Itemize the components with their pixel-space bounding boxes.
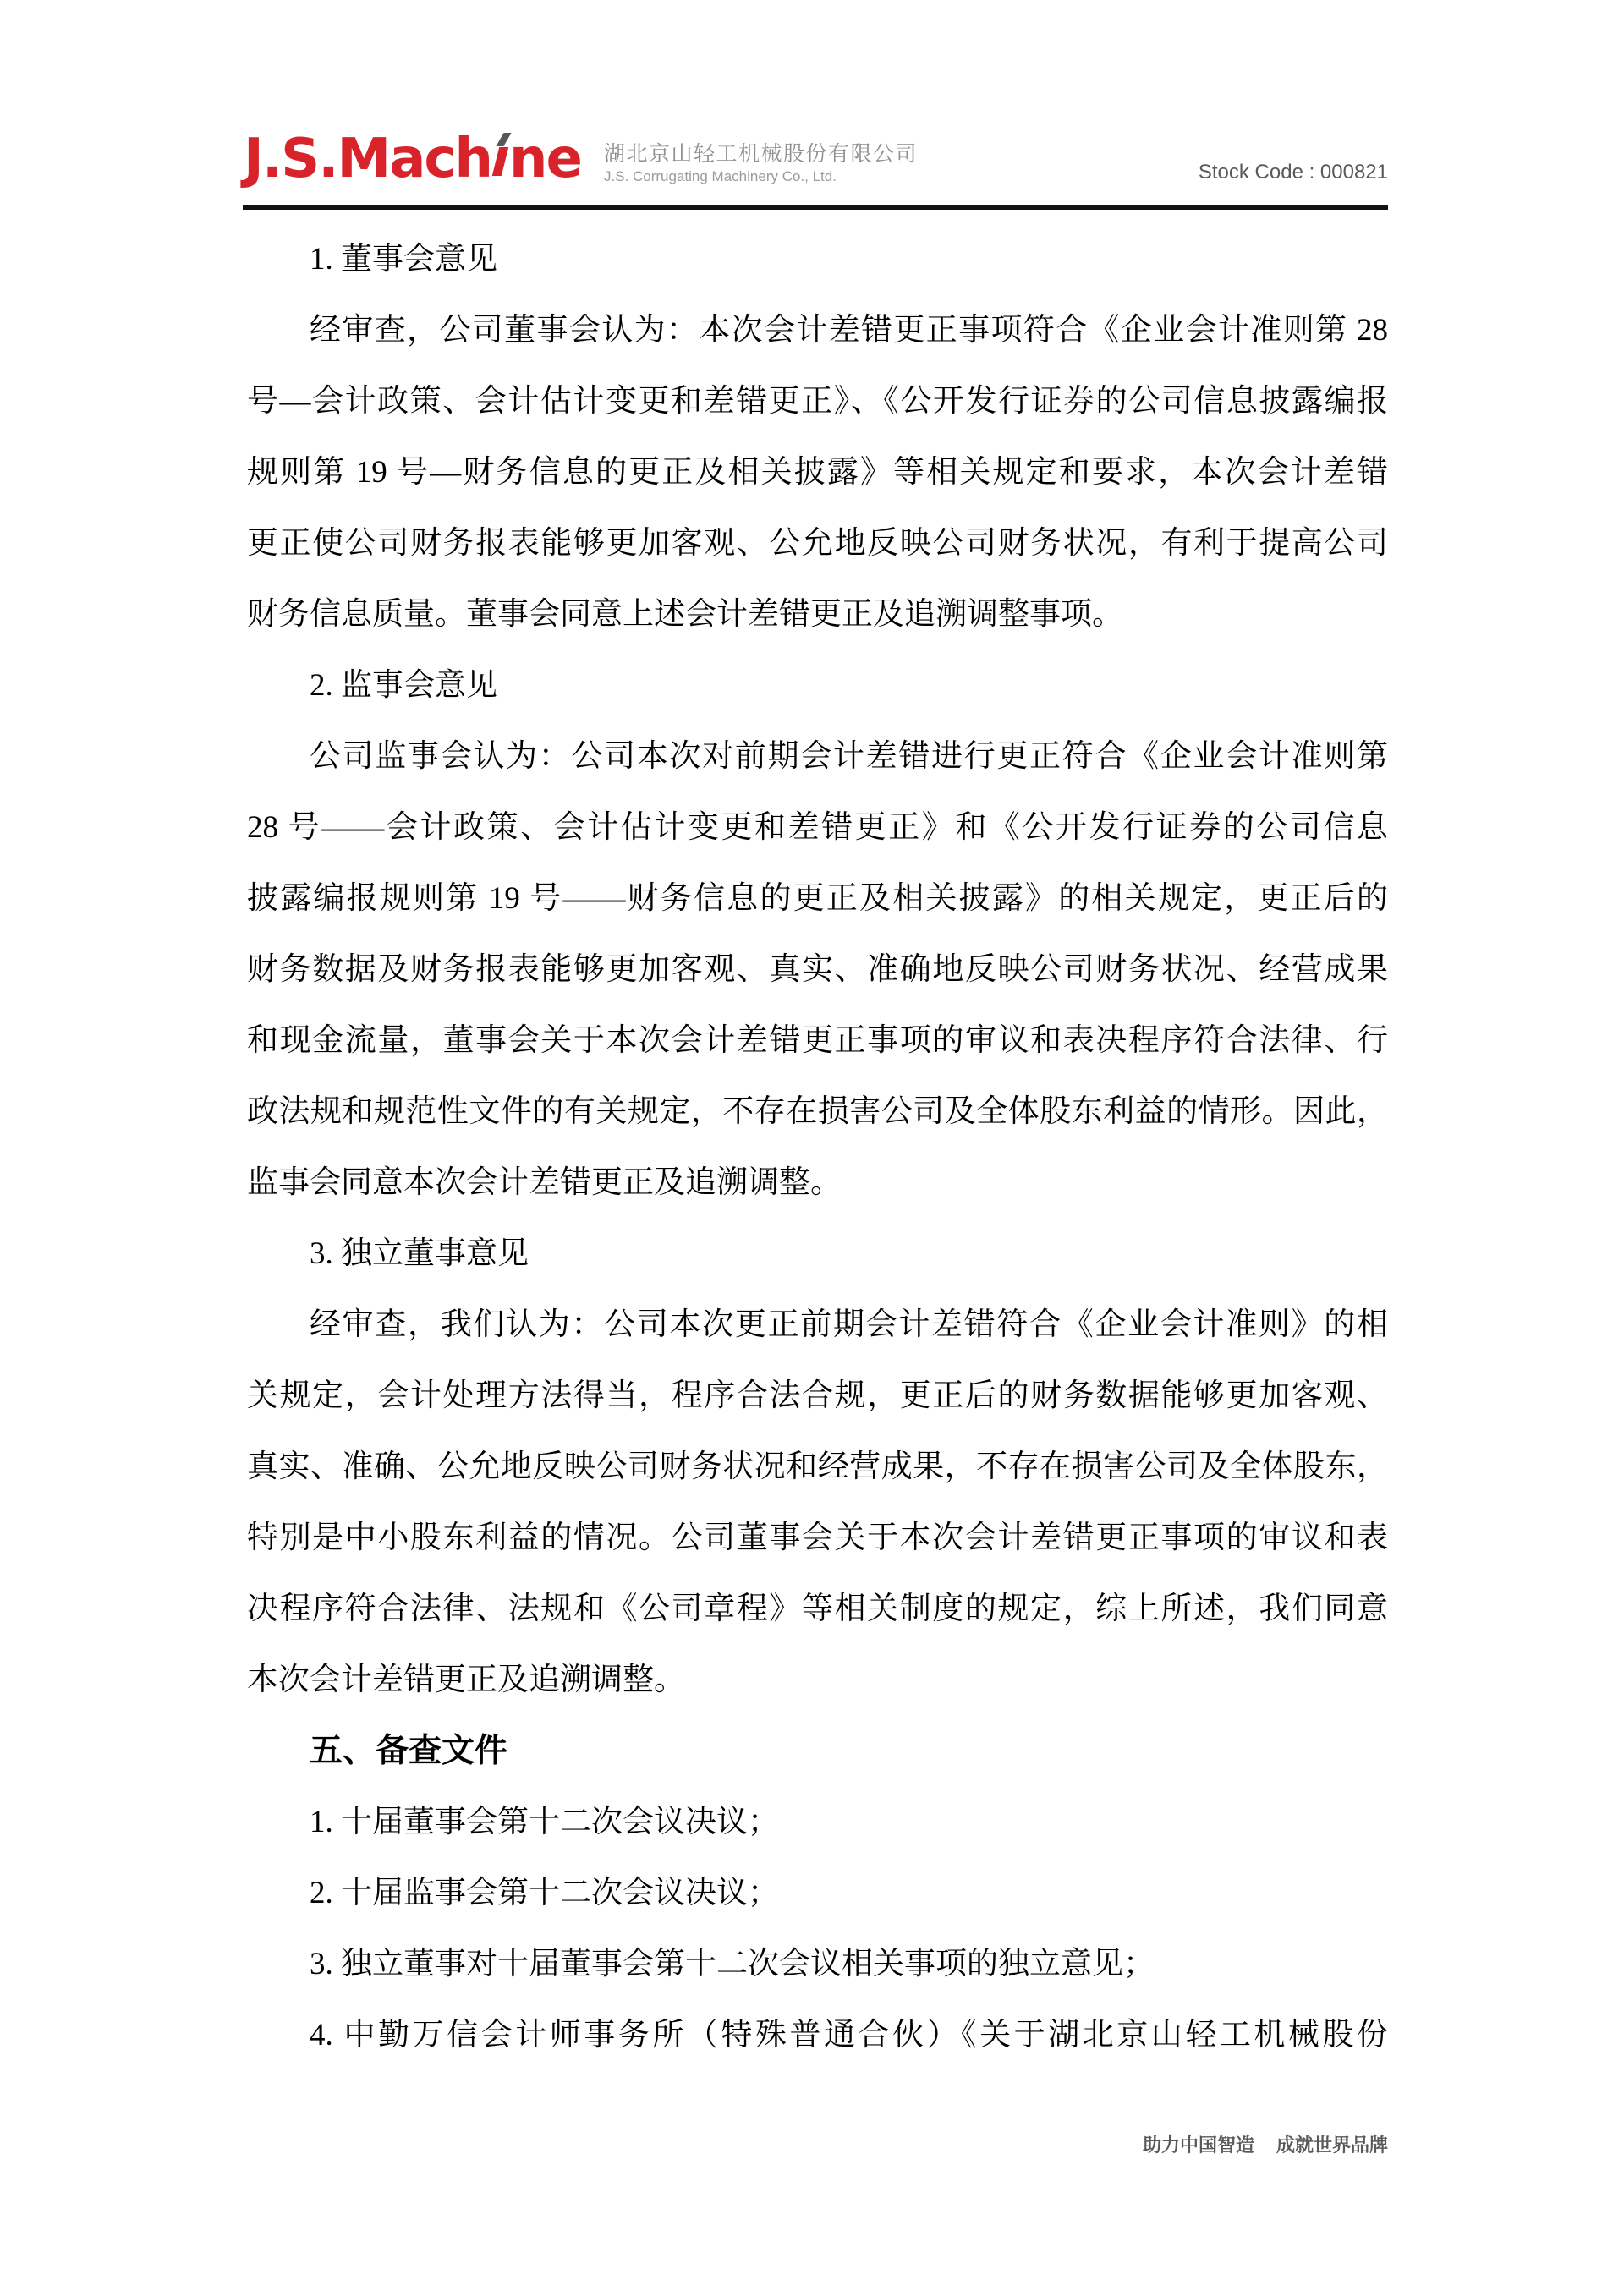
footer-slogan-right: 成就世界品牌: [1276, 2134, 1388, 2156]
brand-names: [604, 142, 918, 186]
document-line: 2. 监事会意见: [310, 668, 497, 703]
document-line: 3. 独立董事意见: [310, 1236, 529, 1271]
document-line: 政法规和规范性文件的有关规定，不存在损害公司及全体股东利益的情形。因此，: [247, 1094, 1388, 1129]
logo-text-left: J.S.Mach: [244, 128, 491, 190]
company-name-chinese: 湖北京山轻工机械股份有限公司: [604, 142, 919, 166]
logo-letter-i-icon: [493, 136, 508, 177]
document-line: 2. 十届监事会第十二次会议决议；: [310, 1876, 779, 1910]
document-line: 财务数据及财务报表能够更加客观、真实、准确地反映公司财务状况、经营成果: [247, 952, 1388, 987]
document-line: 特别是中小股东利益的情况。公司董事会关于本次会计差错更正事项的审议和表: [247, 1521, 1388, 1555]
document-line: 28 号——会计政策、会计估计变更和差错更正》和《公开发行证券的公司信息: [247, 810, 1388, 845]
page-header: [0, 0, 1624, 211]
section-heading: 五、备查文件: [310, 1733, 508, 1769]
document-line: 规则第 19 号—财务信息的更正及相关披露》等相关规定和要求，本次会计差错: [247, 455, 1388, 490]
document-line: 关规定，会计处理方法得当，程序合法合规，更正后的财务数据能够更加客观、: [247, 1378, 1388, 1413]
footer-slogan-left: 助力中国智造: [1142, 2134, 1254, 2156]
company-name-english: J.S. Corrugating Machinery Co., Ltd.: [604, 168, 837, 184]
jsmachine-logo: [244, 128, 581, 190]
document-line: 披露编报规则第 19 号——财务信息的更正及相关披露》的相关规定，更正后的: [247, 881, 1388, 916]
logo-i-stem: [492, 147, 508, 176]
document-line: 决程序符合法律、法规和《公司章程》等相关制度的规定，综上所述，我们同意: [247, 1592, 1388, 1626]
document-line: 4. 中勤万信会计师事务所（特殊普通合伙）《关于湖北京山轻工机械股份: [310, 2018, 1388, 2052]
stock-code-label: Stock Code : 000821: [1198, 161, 1388, 184]
document-line: 和现金流量，董事会关于本次会计差错更正事项的审议和表决程序符合法律、行: [247, 1023, 1388, 1058]
document-line: 号—会计政策、会计估计变更和差错更正》、《公开发行证券的公司信息披露编报: [247, 384, 1388, 419]
logo-text-right: ne: [508, 128, 581, 190]
document-line: 经审查，我们认为：公司本次更正前期会计差错符合《企业会计准则》的相: [310, 1307, 1388, 1342]
document-line: 本次会计差错更正及追溯调整。: [247, 1663, 685, 1697]
document-line: 监事会同意本次会计差错更正及追溯调整。: [247, 1165, 842, 1200]
document-body: [247, 224, 1388, 2071]
document-line: 财务信息质量。董事会同意上述会计差错更正及追溯调整事项。: [247, 597, 1123, 632]
document-line: 经审查，公司董事会认为：本次会计差错更正事项符合《企业会计准则第 28: [310, 313, 1388, 348]
footer-slogan: [1143, 2133, 1388, 2158]
header-divider-rule: [243, 205, 1388, 210]
document-line: 更正使公司财务报表能够更加客观、公允地反映公司财务状况，有利于提高公司: [247, 526, 1388, 561]
document-line: 1. 董事会意见: [310, 242, 497, 277]
document-line: 3. 独立董事对十届董事会第十二次会议相关事项的独立意见；: [310, 1947, 1155, 1981]
document-line: 真实、准确、公允地反映公司财务状况和经营成果，不存在损害公司及全体股东，: [247, 1449, 1388, 1484]
document-line: 1. 十届董事会第十二次会议决议；: [310, 1805, 779, 1839]
document-line: 公司监事会认为：公司本次对前期会计差错进行更正符合《企业会计准则第: [310, 739, 1388, 774]
